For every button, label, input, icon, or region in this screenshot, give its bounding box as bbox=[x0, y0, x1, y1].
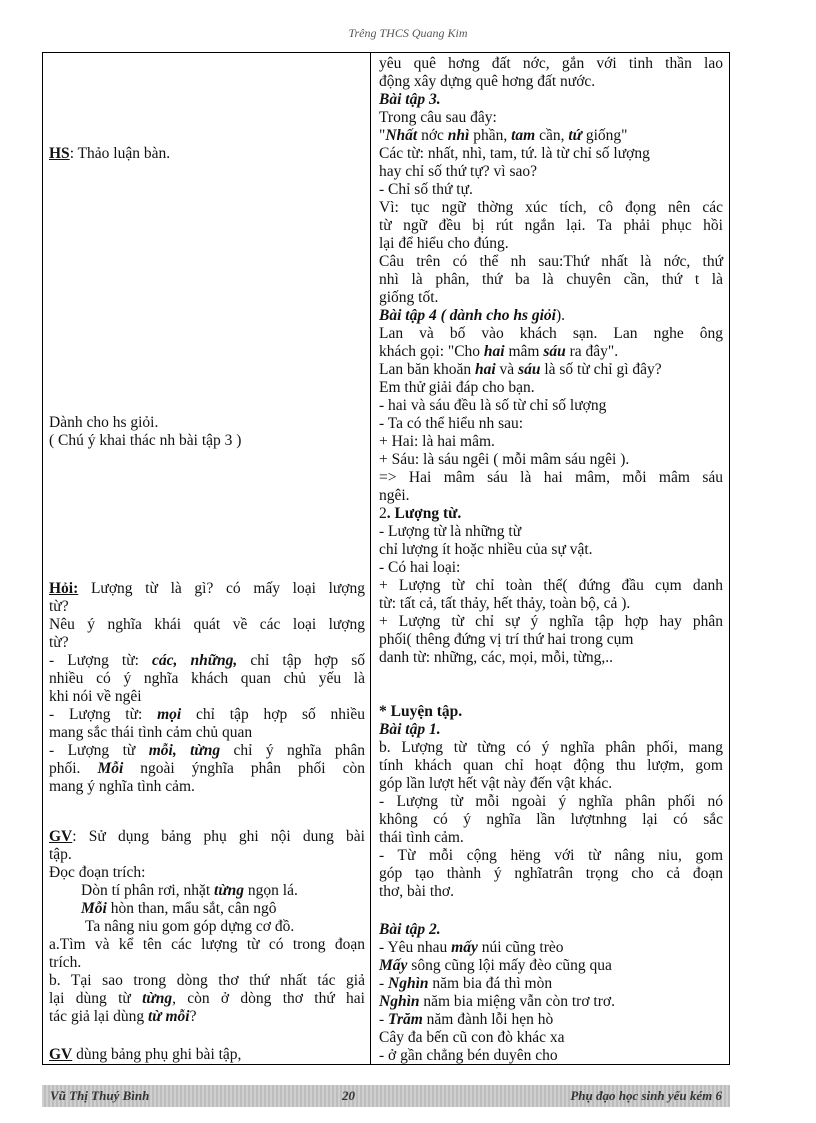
text-run: và bbox=[495, 361, 519, 378]
text-run: tập. bbox=[49, 846, 72, 863]
left-text-line bbox=[49, 616, 365, 634]
right-text-line bbox=[379, 703, 723, 721]
text-run: tứ bbox=[568, 127, 582, 144]
text-run: tính khách quan chỉ hoạt động thu lượm, gom bbox=[379, 757, 723, 774]
text-run: sáu bbox=[518, 361, 541, 378]
text-run: cần, bbox=[535, 127, 569, 144]
text-run: Bài tập 4 ( dành cho hs giỏi bbox=[379, 307, 556, 324]
text-run: danh từ: những, các, mọi, mỗi, từng,.. bbox=[379, 649, 613, 666]
left-text-line bbox=[49, 990, 365, 1008]
right-text-line bbox=[379, 793, 723, 811]
text-run: - Lượng từ mỗi ngoài ý nghĩa phân phối nó bbox=[379, 793, 723, 810]
right-text-line bbox=[379, 939, 723, 957]
left-text-line bbox=[49, 742, 365, 760]
right-text-line bbox=[379, 559, 723, 577]
left-text-line bbox=[49, 598, 365, 616]
text-run: ra đây". bbox=[565, 343, 619, 360]
text-run: Hỏi: bbox=[49, 580, 79, 597]
left-text-line bbox=[49, 1046, 365, 1064]
right-text-line bbox=[379, 325, 723, 343]
footer-title: Phụ đạo học sinh yếu kém 6 bbox=[570, 1088, 722, 1103]
text-run: Cây đa bến cũ con đò khác xa bbox=[379, 1029, 565, 1046]
text-run: + Sáu: là sáu ngêi ( mỗi mâm sáu ngêi ). bbox=[379, 451, 630, 468]
text-run: Vì: tục ngữ thờng xúc tích, cô đọng nên các bbox=[379, 199, 723, 216]
right-text-line bbox=[379, 451, 723, 469]
text-run: hòn than, mẩu sắt, cân ngô bbox=[106, 900, 277, 917]
text-run: 2 bbox=[379, 505, 387, 522]
left-text-line bbox=[49, 936, 365, 954]
text-run: - Có hai loại: bbox=[379, 559, 461, 576]
left-text-line bbox=[49, 1008, 365, 1026]
text-run: mỗi, từng bbox=[148, 742, 221, 759]
text-run: nhì là phân, thứ ba là chuyên cần, thứ t là bbox=[379, 271, 723, 288]
text-run: Dòn tí phân rơi, nhặt bbox=[81, 882, 215, 899]
right-text-line bbox=[379, 505, 723, 523]
text-run: mâm bbox=[504, 343, 544, 360]
content-column bbox=[371, 53, 729, 1064]
text-run: phần, bbox=[469, 127, 512, 144]
text-run: nhì bbox=[447, 127, 470, 144]
text-run: + Lượng từ chỉ sự ý nghĩa tập hợp hay phân bbox=[379, 613, 723, 630]
text-run: là số từ chỉ gì đây? bbox=[540, 361, 662, 378]
text-run: Bài tập 1. bbox=[379, 721, 441, 738]
text-run: từ mỗi bbox=[148, 1008, 190, 1025]
left-text-line bbox=[49, 706, 365, 724]
right-text-line bbox=[379, 775, 723, 793]
left-text-line bbox=[49, 954, 365, 972]
text-run: : Sử dụng bảng phụ ghi nội dung bài bbox=[72, 828, 365, 845]
text-run: Lan và bố vào khách sạn. Lan nghe ông bbox=[379, 325, 723, 342]
right-text-line bbox=[379, 91, 723, 109]
text-run: - Lượng từ: bbox=[49, 706, 158, 723]
right-text-line bbox=[379, 235, 723, 253]
text-run: giống tốt. bbox=[379, 289, 439, 306]
lesson-table bbox=[42, 52, 730, 1065]
text-run: từ? bbox=[49, 598, 69, 615]
text-run: Nghìn bbox=[388, 975, 429, 992]
text-run: , còn ở dòng thơ thứ hai bbox=[172, 990, 365, 1007]
page-footer bbox=[42, 1085, 730, 1107]
text-run: chỉ tập hợp số bbox=[237, 652, 365, 669]
text-run: : Thảo luận bàn. bbox=[69, 145, 171, 162]
left-text-line bbox=[49, 432, 365, 450]
right-text-line bbox=[379, 975, 723, 993]
right-text-line bbox=[379, 757, 723, 775]
text-run: sáu bbox=[543, 343, 566, 360]
text-run: - Yêu nhau bbox=[379, 939, 452, 956]
left-text-line bbox=[49, 724, 365, 742]
text-run: Trong câu sau đây: bbox=[379, 109, 497, 126]
text-run: tam bbox=[511, 127, 536, 144]
right-text-line bbox=[379, 523, 723, 541]
text-run: - ở gần chẳng bén duyên cho bbox=[379, 1047, 558, 1064]
right-text-line bbox=[379, 847, 723, 865]
text-run: núi cũng trèo bbox=[477, 939, 564, 956]
left-text-line bbox=[49, 846, 365, 864]
text-run: góp lần lượt hết vật này đến vật khác. bbox=[379, 775, 613, 792]
left-text-line bbox=[49, 828, 365, 846]
right-text-line bbox=[379, 55, 723, 73]
text-run: thái tình cảm. bbox=[379, 829, 464, 846]
text-run: - Lượng từ là những từ bbox=[379, 523, 522, 540]
right-text-line bbox=[379, 1047, 723, 1064]
text-run: mang sắc thái tình cảm chủ quan bbox=[49, 724, 253, 741]
left-text-line bbox=[49, 972, 365, 990]
text-run: mọi bbox=[157, 706, 182, 723]
text-run: nhiều có ý nghĩa khách quan chủ yếu là bbox=[49, 670, 365, 687]
text-run: hay chỉ số thứ tự? vì sao? bbox=[379, 163, 537, 180]
text-run: ? bbox=[189, 1008, 197, 1025]
left-text-line bbox=[85, 918, 365, 936]
text-run: Trăm bbox=[388, 1011, 423, 1028]
right-text-line bbox=[379, 739, 723, 757]
text-run: từng bbox=[214, 882, 245, 899]
right-text-line bbox=[379, 127, 723, 145]
right-text-line bbox=[379, 1011, 723, 1029]
text-run: - Từ mỗi cộng hëng với từ nâng niu, gom bbox=[379, 847, 723, 864]
text-run: từng bbox=[142, 990, 173, 1007]
left-text-line bbox=[49, 652, 365, 670]
text-run: Nhất bbox=[385, 127, 418, 144]
text-run: - Lượng từ bbox=[49, 742, 149, 759]
text-run: lại dùng từ bbox=[49, 990, 143, 1007]
text-run: . Lượng từ. bbox=[386, 505, 462, 522]
left-text-line bbox=[49, 778, 365, 796]
right-text-line bbox=[379, 253, 723, 271]
left-text-line bbox=[49, 580, 365, 598]
right-text-line bbox=[379, 343, 723, 361]
text-run: chỉ tập hợp số nhiều bbox=[181, 706, 365, 723]
text-run: - bbox=[379, 975, 389, 992]
right-text-line bbox=[379, 109, 723, 127]
text-run: + Hai: là hai mâm. bbox=[379, 433, 495, 450]
left-text-line bbox=[49, 414, 365, 432]
right-text-line bbox=[379, 361, 723, 379]
text-run: phối( thêng đứng vị trí thứ hai trong cụm bbox=[379, 631, 634, 648]
left-text-line bbox=[49, 634, 365, 652]
text-run: Đọc đoạn trích: bbox=[49, 864, 146, 881]
footer-author: Vũ Thị Thuý Bình bbox=[50, 1088, 150, 1103]
text-run: dùng bảng phụ ghi bài tập, bbox=[72, 1046, 242, 1063]
text-run: Bài tập 2. bbox=[379, 921, 441, 938]
left-text-line bbox=[49, 670, 365, 688]
right-text-line bbox=[379, 307, 723, 325]
text-run: Dành cho hs giỏi. bbox=[49, 414, 159, 431]
right-text-line bbox=[379, 577, 723, 595]
text-run: Ta nâng niu gom góp dựng cơ đồ. bbox=[85, 918, 295, 935]
text-run: Lan băn khoăn bbox=[379, 361, 475, 378]
right-text-line bbox=[379, 73, 723, 91]
right-text-line bbox=[379, 397, 723, 415]
teacher-activity-column bbox=[43, 53, 371, 1064]
text-run: mấy bbox=[451, 939, 478, 956]
left-text-line bbox=[49, 688, 365, 706]
text-run: từ ngữ đều bị rút ngắn lại. Ta phải phục hồi bbox=[379, 217, 723, 234]
text-run: Bài tập 3. bbox=[379, 91, 441, 108]
text-run: Lượng từ là gì? có mấy loại lượng bbox=[78, 580, 365, 597]
text-run: - Chỉ số thứ tự. bbox=[379, 181, 473, 198]
text-run: Mấy bbox=[379, 957, 408, 974]
left-text-line bbox=[49, 760, 365, 778]
text-run: GV bbox=[49, 828, 73, 845]
text-run: phối. bbox=[49, 760, 98, 777]
text-run: " bbox=[379, 127, 386, 144]
text-run: - hai và sáu đều là số từ chỉ số lượng bbox=[379, 397, 607, 414]
text-run: nớc bbox=[417, 127, 448, 144]
text-run: sông cũng lội mấy đèo cũng qua bbox=[407, 957, 612, 974]
right-text-line bbox=[379, 271, 723, 289]
text-run: ( Chú ý khai thác nh bài tập 3 ) bbox=[49, 432, 242, 449]
text-run: Nêu ý nghĩa khái quát về các loại lượng bbox=[49, 616, 365, 633]
right-text-line bbox=[379, 721, 723, 739]
text-run: chỉ ý nghĩa phân bbox=[220, 742, 366, 759]
text-run: hai bbox=[483, 343, 505, 360]
text-run: HS bbox=[49, 145, 70, 162]
text-run: khách gọi: "Cho bbox=[379, 343, 484, 360]
right-text-line bbox=[379, 289, 723, 307]
right-text-line bbox=[379, 649, 723, 667]
right-text-line bbox=[379, 595, 723, 613]
text-run: Mỗi bbox=[97, 760, 124, 777]
right-text-line bbox=[379, 469, 723, 487]
text-run: ngoài ýnghĩa phân phối còn bbox=[123, 760, 365, 777]
text-run: hai bbox=[474, 361, 496, 378]
text-run: chỉ lượng ít hoặc nhiều của sự vật. bbox=[379, 541, 593, 558]
left-text-line bbox=[49, 864, 365, 882]
right-text-line bbox=[379, 993, 723, 1011]
right-text-line bbox=[379, 1029, 723, 1047]
text-run: ). bbox=[556, 307, 566, 324]
text-run: - bbox=[379, 1011, 389, 1028]
text-run: a.Tìm và kể tên các lượng từ có trong đoạn bbox=[49, 936, 365, 953]
left-text-line bbox=[81, 900, 365, 918]
text-run: động xây dựng quê hơng đất nước. bbox=[379, 73, 596, 90]
text-run: từ: tất cả, tất thảy, hết thảy, toàn bộ, cả ). bbox=[379, 595, 631, 612]
text-run: năm bia đá thì mòn bbox=[428, 975, 553, 992]
text-run: Mỗi bbox=[81, 900, 107, 917]
text-run: năm đành lỗi hẹn hò bbox=[422, 1011, 554, 1028]
text-run: mang ý nghĩa tình cảm. bbox=[49, 778, 195, 795]
right-text-line bbox=[379, 181, 723, 199]
text-run: + Lượng từ chỉ toàn thể( đứng đầu cụm danh bbox=[379, 577, 723, 594]
right-text-line bbox=[379, 379, 723, 397]
text-run: b. Lượng từ từng có ý nghĩa phân phối, mang bbox=[379, 739, 723, 756]
text-run: năm bia miệng vẫn còn trơ trơ. bbox=[419, 993, 615, 1010]
right-text-line bbox=[379, 921, 723, 939]
text-run: * Luyện tập. bbox=[379, 703, 463, 720]
text-run: góp tạo thành ý nghĩatrân trọng cho cả đoạn bbox=[379, 865, 723, 882]
text-run: b. Tại sao trong dòng thơ thứ nhất tác giả bbox=[49, 972, 365, 989]
text-run: - Ta có thể hiểu nh sau: bbox=[379, 415, 524, 432]
text-run: từ? bbox=[49, 634, 69, 651]
text-run: - Lượng từ: bbox=[49, 652, 153, 669]
text-run: ngêi. bbox=[379, 487, 410, 504]
right-text-line bbox=[379, 487, 723, 505]
text-run: các, những, bbox=[152, 652, 238, 669]
text-run: trích. bbox=[49, 954, 82, 971]
footer-page-number: 20 bbox=[342, 1088, 355, 1103]
text-run: tác giả lại dùng bbox=[49, 1008, 148, 1025]
text-run: Câu trên có thể nh sau:Thứ nhất là nớc, thứ bbox=[379, 253, 723, 270]
right-text-line bbox=[379, 613, 723, 631]
text-run: thơ, bài thơ. bbox=[379, 883, 454, 900]
text-run: lại để hiểu cho đúng. bbox=[379, 235, 509, 252]
text-run: GV bbox=[49, 1046, 73, 1063]
right-text-line bbox=[379, 631, 723, 649]
right-text-line bbox=[379, 217, 723, 235]
right-text-line bbox=[379, 145, 723, 163]
text-run: giống" bbox=[581, 127, 628, 144]
right-text-line bbox=[379, 199, 723, 217]
right-text-line bbox=[379, 957, 723, 975]
right-text-line bbox=[379, 829, 723, 847]
text-run: khi nói về ngêi bbox=[49, 688, 142, 705]
text-run: không có ý nghĩa lần lượtnhng lại có sắc bbox=[379, 811, 723, 828]
right-text-line bbox=[379, 883, 723, 901]
page-header: Trêng THCS Quang Kim bbox=[348, 26, 468, 40]
right-text-line bbox=[379, 163, 723, 181]
text-run: ngọn lá. bbox=[244, 882, 298, 899]
text-run: => Hai mâm sáu là hai mâm, mỗi mâm sáu bbox=[379, 469, 723, 486]
right-text-line bbox=[379, 811, 723, 829]
left-text-line bbox=[49, 145, 365, 163]
left-text-line bbox=[81, 882, 365, 900]
right-text-line bbox=[379, 433, 723, 451]
text-run: Nghìn bbox=[379, 993, 420, 1010]
text-run: Các từ: nhất, nhì, tam, tứ. là từ chỉ số lượng bbox=[379, 145, 650, 162]
right-text-line bbox=[379, 415, 723, 433]
right-text-line bbox=[379, 541, 723, 559]
text-run: Em thử giải đáp cho bạn. bbox=[379, 379, 535, 396]
right-text-line bbox=[379, 865, 723, 883]
text-run: yêu quê hơng đất nớc, gắn với tinh thần lao bbox=[379, 55, 723, 72]
